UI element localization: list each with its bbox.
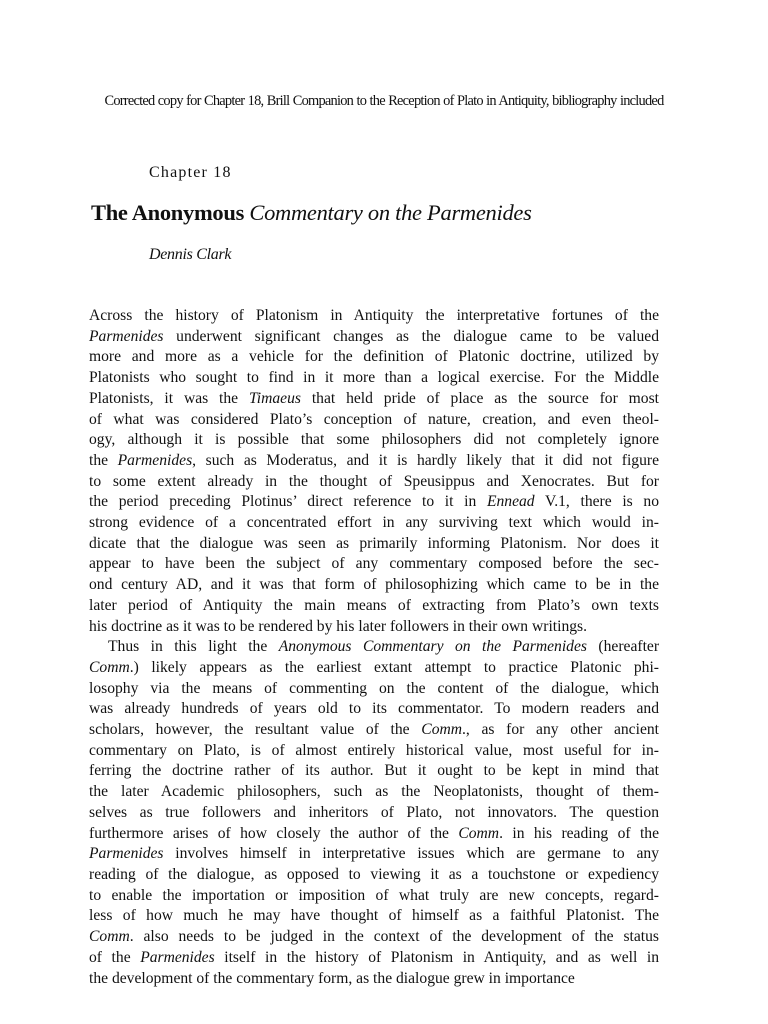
- text-segment: ., as for any other ancient: [462, 721, 659, 739]
- text-segment: of what was considered Plato’s conception of nature, creation, and even theol-: [89, 410, 659, 428]
- text-line: [89, 969, 659, 990]
- italic-text: Anonymous Commentary on the Parmenides: [278, 638, 587, 656]
- text-line: [89, 906, 659, 927]
- text-segment: involves himself in interpretative issues which are germane to any: [163, 845, 659, 863]
- text-line: [89, 637, 659, 658]
- text-segment: of the: [89, 948, 141, 966]
- text-line: [89, 596, 659, 617]
- text-line: [89, 534, 659, 555]
- text-line: [89, 865, 659, 886]
- text-line: [89, 679, 659, 700]
- italic-text: Timaeus: [248, 389, 301, 407]
- text-segment: ogy, although it is possible that some philosophers did not completely ignore: [89, 431, 659, 449]
- italic-text: Comm: [89, 658, 130, 676]
- header-note: Corrected copy for Chapter 18, Brill Companion to the Reception of Plato in Antiquity, bibliography included: [104, 93, 664, 109]
- text-segment: the period preceding Plotinus’ direct reference to it in: [89, 493, 487, 511]
- text-segment: scholars, however, the resultant value of the: [89, 721, 422, 739]
- chapter-title: [91, 199, 532, 227]
- text-line: [89, 327, 659, 348]
- text-line: [89, 844, 659, 865]
- text-line: [89, 410, 659, 431]
- text-line: [89, 368, 659, 389]
- text-segment: less of how much he may have thought of himself as a faithful Platonist. The: [89, 907, 659, 925]
- chapter-label: Chapter 18: [149, 164, 232, 181]
- text-line: [89, 306, 659, 327]
- text-segment: . in his reading of the: [499, 824, 659, 842]
- text-line: [89, 782, 659, 803]
- italic-text: Parmenides: [89, 845, 164, 863]
- text-line: [89, 886, 659, 907]
- text-line: [89, 741, 659, 762]
- text-segment: V.1, there is no: [534, 493, 659, 511]
- text-line: [89, 554, 659, 575]
- italic-text: Parmenides: [140, 948, 215, 966]
- text-segment: later period of Antiquity the main means of extracting from Plato’s own texts: [89, 596, 659, 614]
- text-segment: that held pride of place as the source for most: [300, 389, 659, 407]
- text-segment: commentary on Plato, is of almost entirely historical value, most useful for in-: [89, 741, 659, 759]
- text-line: [89, 492, 659, 513]
- text-segment: appear to have been the subject of any commentary composed before the sec-: [89, 555, 659, 573]
- text-segment: losophy via the means of commenting on the content of the dialogue, which: [89, 679, 659, 697]
- text-line: [89, 472, 659, 493]
- text-line: [89, 347, 659, 368]
- text-line: [89, 430, 659, 451]
- text-segment: itself in the history of Platonism in Antiquity, and as well in: [214, 948, 659, 966]
- text-segment: was already hundreds of years old to its commentator. To modern readers and: [89, 700, 659, 718]
- author-name: Dennis Clark: [149, 246, 232, 263]
- text-line: [89, 617, 659, 638]
- italic-text: Comm: [421, 721, 463, 739]
- text-segment: (hereafter: [586, 638, 660, 656]
- chapter-title-italic: Commentary on the Parmenides: [249, 200, 532, 225]
- text-segment: to some extent already in the thought of Speusippus and Xenocrates. But for: [89, 472, 659, 490]
- text-line: [89, 720, 659, 741]
- italic-text: Parmenides: [89, 327, 164, 345]
- text-line: [89, 389, 659, 410]
- text-segment: .) likely appears as the earliest extant attempt to practice Platonic phi-: [129, 658, 659, 676]
- text-segment: underwent significant changes as the dialogue came to be valued: [163, 327, 659, 345]
- text-line: [89, 824, 659, 845]
- text-segment: selves as true followers and inheritors of Plato, not innovators. The question: [89, 803, 659, 821]
- text-segment: more and more as a vehicle for the definition of Platonic doctrine, utilized by: [89, 348, 659, 366]
- text-segment: to enable the importation or imposition of what truly are new concepts, regard-: [89, 886, 659, 904]
- text-line: [89, 575, 659, 596]
- text-line: [89, 658, 659, 679]
- text-segment: , such as Moderatus, and it is hardly likely that it did not figure: [192, 451, 660, 469]
- text-line: [89, 699, 659, 720]
- italic-text: Comm: [89, 928, 130, 946]
- text-segment: furthermore arises of how closely the author of the: [89, 824, 459, 842]
- text-segment: ferring the doctrine rather of its author. But it ought to be kept in mind that: [89, 762, 659, 780]
- paragraph: [89, 637, 659, 989]
- text-segment: the: [89, 451, 118, 469]
- text-segment: the development of the commentary form, as the dialogue grew in importance: [89, 969, 575, 987]
- text-segment: dicate that the dialogue was seen as primarily informing Platonism. Nor does it: [89, 534, 659, 552]
- italic-text: Parmenides: [117, 451, 193, 469]
- text-line: [89, 927, 659, 948]
- text-segment: . also needs to be judged in the context of the development of the status: [129, 928, 659, 946]
- text-segment: Thus in this light the: [108, 638, 279, 656]
- text-segment: his doctrine as it was to be rendered by his later followers in their own writings.: [89, 617, 588, 635]
- text-segment: the later Academic philosophers, such as the Neoplatonists, thought of them-: [89, 783, 659, 801]
- text-segment: ond century AD, and it was that form of philosophizing which came to be in the: [89, 576, 659, 594]
- chapter-title-roman: The Anonymous: [91, 200, 250, 225]
- body-text: [89, 306, 659, 989]
- text-segment: Across the history of Platonism in Antiquity the interpretative fortunes of the: [89, 307, 659, 324]
- italic-text: Ennead: [486, 493, 535, 511]
- text-line: [89, 803, 659, 824]
- text-segment: reading of the dialogue, as opposed to viewing it as a touchstone or expediency: [89, 865, 659, 883]
- text-line: [89, 451, 659, 472]
- text-segment: Platonists, it was the: [89, 389, 249, 407]
- text-segment: Platonists who sought to find in it more than a logical exercise. For the Middle: [89, 369, 659, 387]
- text-line: [89, 948, 659, 969]
- text-line: [89, 761, 659, 782]
- paragraph: [89, 306, 659, 637]
- text-segment: strong evidence of a concentrated effort in any surviving text which would in-: [89, 514, 659, 532]
- text-line: [89, 513, 659, 534]
- italic-text: Comm: [458, 824, 500, 842]
